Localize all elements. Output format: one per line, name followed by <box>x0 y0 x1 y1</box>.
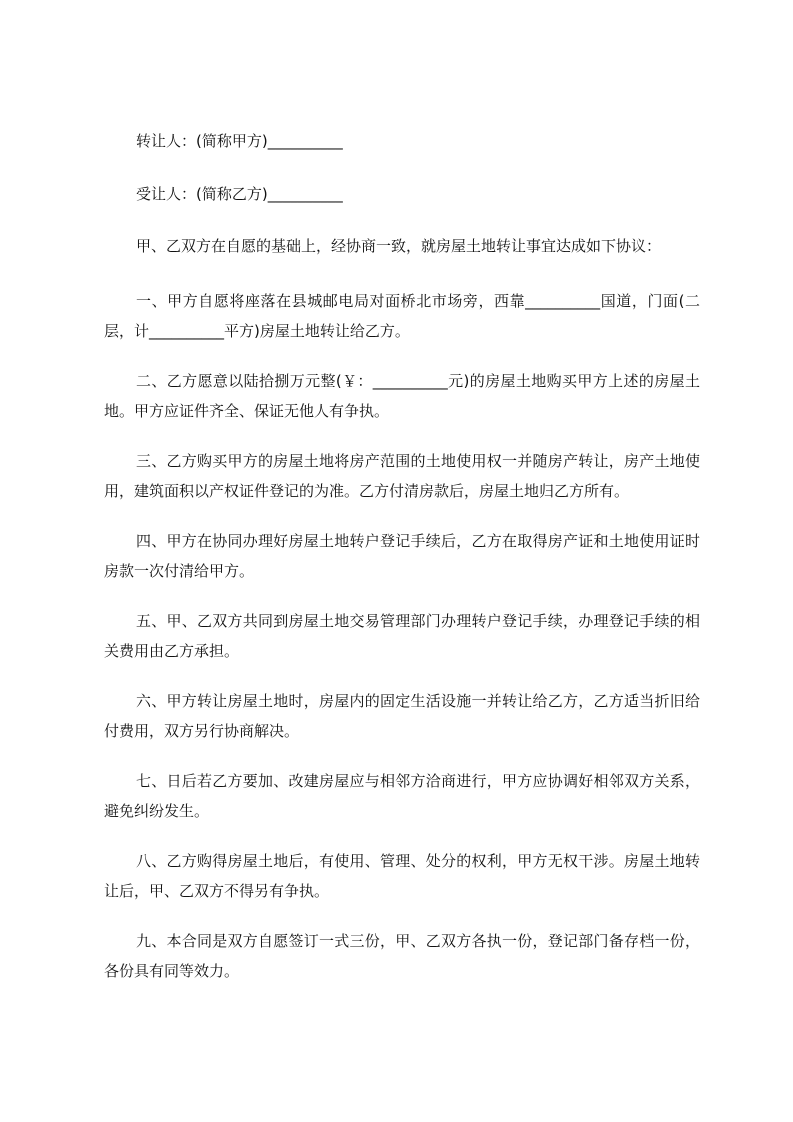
clause-8: 八、乙方购得房屋土地后，有使用、管理、处分的权利，甲方无权干涉。房屋土地转让后，甲、乙双方不得另有争执。 <box>104 852 700 900</box>
clause-3: 三、乙方购买甲方的房屋土地将房产范围的土地使用权一并随房产转让，房产土地使用，建筑面积以产权证件登记的为准。乙方付清房款后，房屋土地归乙方所有。 <box>104 452 700 500</box>
agreement-preamble: 甲、乙双方在自愿的基础上，经协商一致，就房屋土地转让事宜达成如下协议： <box>136 237 662 255</box>
clause-2: 二、乙方愿意以陆拾捌万元整(￥：__________元)的房屋土地购买甲方上述的房屋土地。甲方应证件齐全、保证无他人有争执。 <box>104 372 700 420</box>
clause-9: 九、本合同是双方自愿签订一式三份，甲、乙双方各执一份，登记部门备存档一份，各份具有同等效力。 <box>104 932 700 980</box>
clause-4: 四、甲方在协同办理好房屋土地转户登记手续后，乙方在取得房产证和土地使用证时房款一次付清给甲方。 <box>104 532 700 580</box>
clause-5: 五、甲、乙双方共同到房屋土地交易管理部门办理转户登记手续，办理登记手续的相关费用由乙方承担。 <box>104 612 700 660</box>
transferor-line: 转让人：(简称甲方)__________ <box>136 132 343 150</box>
clause-6: 六、甲方转让房屋土地时，房屋内的固定生活设施一并转让给乙方，乙方适当折旧给付费用，双方另行协商解决。 <box>104 692 700 740</box>
clause-1: 一、甲方自愿将座落在县城邮电局对面桥北市场旁，西靠__________国道，门面(二层，计__________平方)房屋土地转让给乙方。 <box>104 292 700 340</box>
clause-7: 七、日后若乙方要加、改建房屋应与相邻方洽商进行，甲方应协调好相邻双方关系，避免纠纷发生。 <box>104 772 700 820</box>
transferee-line: 受让人：(简称乙方)__________ <box>136 185 343 203</box>
